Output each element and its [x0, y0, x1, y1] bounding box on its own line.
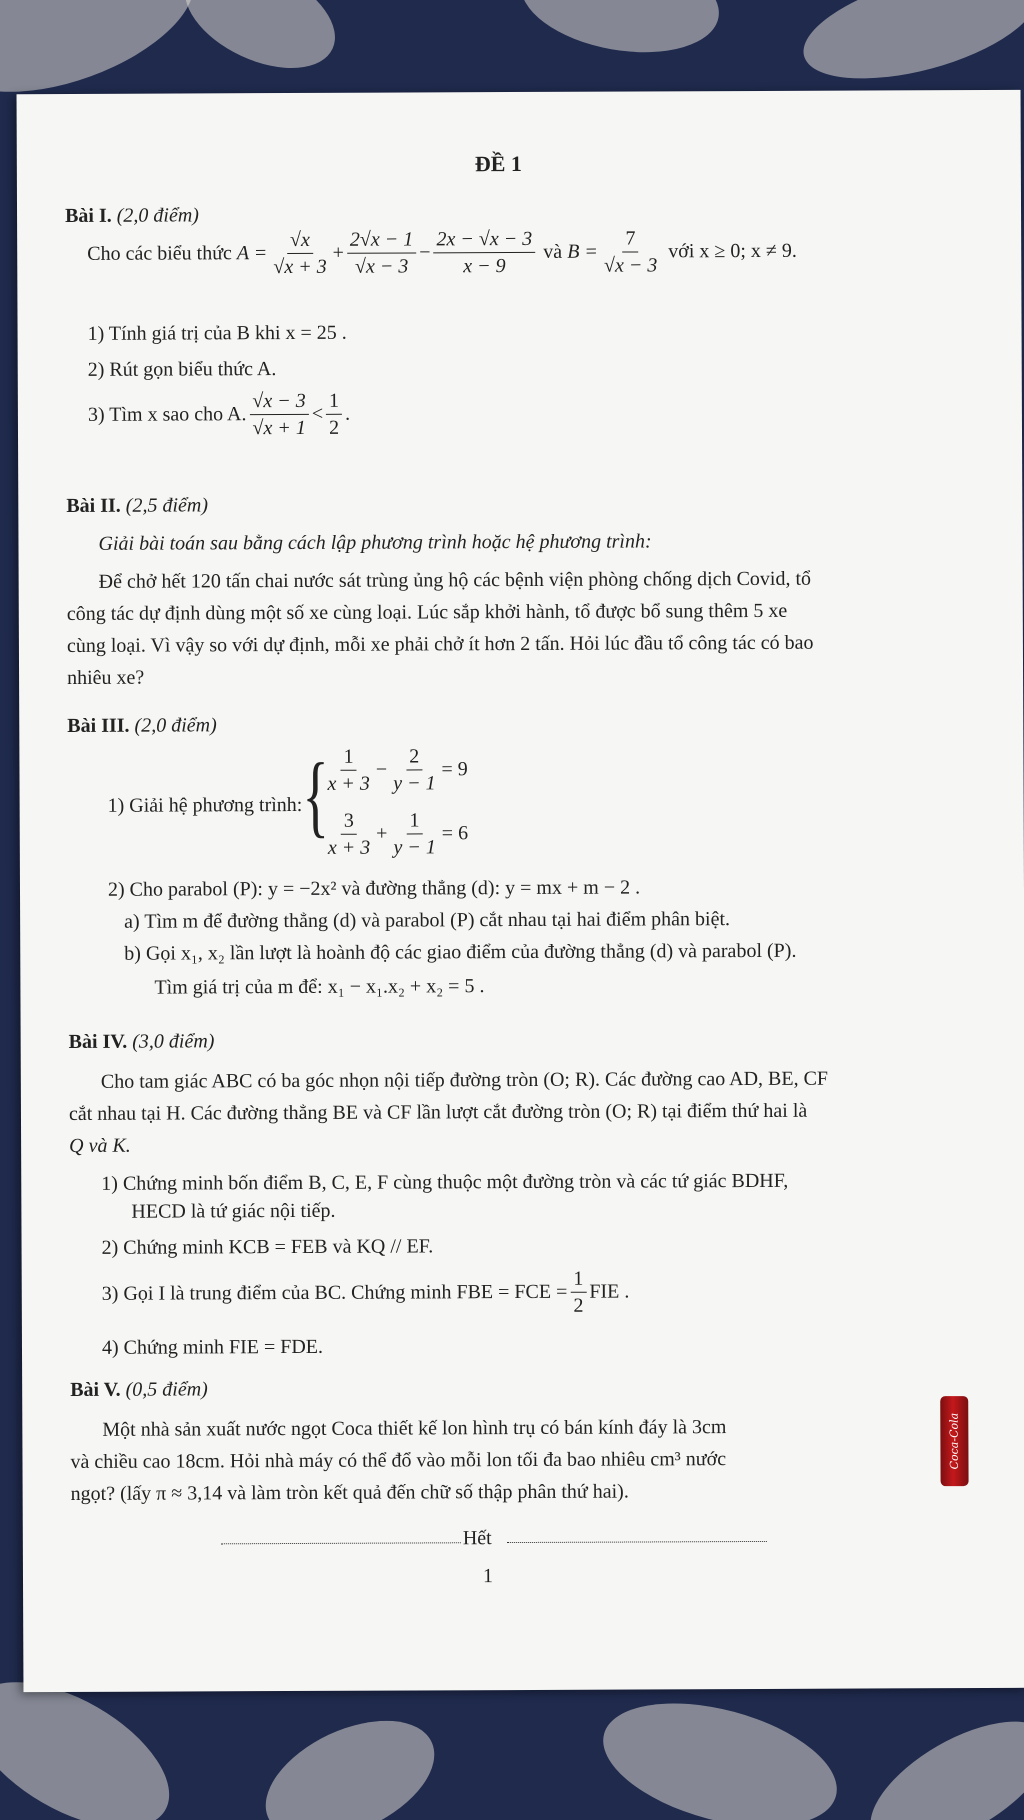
- fraction: $\frac{1}{2}$: [326, 387, 342, 440]
- bai1-expressions: Cho các biểu thức A = $\frac{√x}{√x + 3}$ + $\frac{2√x - 1}{√x - 3}$ − $\frac{2x - √x - 3}{x - 9}$ và B = $\frac{7}{√x - 3}$ với x ≥ 0; x ≠ 9.: [87, 219, 797, 286]
- bai4-q2: 2) Chứng minh KCB = FEB và KQ // EF.: [101, 1235, 434, 1259]
- bai2-line2: công tác dự định dùng một số xe cùng loại. Lúc sắp khởi hành, tổ được bổ sung thêm 5 xe: [66, 599, 788, 625]
- fraction: $\frac{√x - 3}{√x + 1}$: [249, 387, 309, 440]
- bai5-line1: Một nhà sản xuất nước ngọt Coca thiết kế lon hình trụ có bán kính đáy là 3cm: [102, 1416, 727, 1441]
- bai4-q1b: HECD là tứ giác nội tiếp.: [131, 1199, 336, 1223]
- page-title: ĐỀ 1: [474, 150, 522, 177]
- bai2-heading: Bài II. (2,5 điểm): [66, 494, 209, 517]
- bai4-q4: 4) Chứng minh FIE = FDE.: [101, 1335, 324, 1359]
- bai4-q3: 3) Gọi I là trung điểm của BC. Chứng minh FBE = FCE = $\frac{1}{2}$ FIE .: [102, 1264, 630, 1322]
- bai4-line1: Cho tam giác ABC có ba góc nhọn nội tiếp đường tròn (O; R). Các đường cao AD, BE, CF: [100, 1067, 829, 1093]
- bai1-heading: Bài I. (2,0 điểm): [65, 204, 199, 227]
- bai2-line1: Để chở hết 120 tấn chai nước sát trùng ủng hộ các bệnh viện phòng chống dịch Covid, tổ: [98, 567, 812, 593]
- end-label: Hết: [462, 1527, 492, 1550]
- bai1-q1: 1) Tính giá trị của B khi x = 25 .: [87, 321, 347, 345]
- bai5-line3: ngọt? (lấy π ≈ 3,14 và làm tròn kết quả đến chữ số thập phân thứ hai).: [70, 1480, 629, 1505]
- dotted-line-right: [507, 1541, 767, 1543]
- fraction: $\frac{2√x - 1}{√x - 3}$: [347, 226, 417, 279]
- bai5-line2: và chiều cao 18cm. Hỏi nhà máy có thể đổ vào mỗi lon tối đa bao nhiêu cm³ nước: [70, 1448, 727, 1473]
- bai2-instruction: Giải bài toán sau bằng cách lập phương trình hoặc hệ phương trình:: [98, 530, 652, 555]
- bai3-qb2: Tìm giá trị của m để: x₁ − x₁.x₂ + x₂ = 5 .: [154, 975, 485, 999]
- dotted-line-left: [221, 1542, 461, 1544]
- bai5-heading: Bài V. (0,5 điểm): [70, 1378, 208, 1401]
- coca-can-image: Coca-Cola: [940, 1396, 968, 1486]
- system-eq1: $\frac{1}{x + 3}$ − $\frac{2}{y - 1}$ = 9: [321, 740, 468, 799]
- bai2-line4: nhiêu xe?: [67, 666, 145, 689]
- fraction: $\frac{√x}{√x + 3}$: [270, 226, 330, 279]
- bai2-line3: cùng loại. Vì vậy so với dự định, mỗi xe phải chở ít hơn 2 tấn. Hỏi lúc đầu tổ công tác có bao: [66, 631, 814, 657]
- bai3-q2: 2) Cho parabol (P): y = −2x² và đường thẳng (d): y = mx + m − 2 .: [107, 876, 641, 901]
- bai3-qa: a) Tìm m để đường thẳng (d) và parabol (P) cắt nhau tại hai điểm phân biệt.: [124, 908, 731, 933]
- bai3-q1: 1) Giải hệ phương trình:: [107, 793, 303, 817]
- fraction: $\frac{2x - √x - 3}{x - 9}$: [433, 225, 535, 278]
- bai4-line3: Q và K.: [69, 1134, 131, 1157]
- bai1-q2: 2) Rút gọn biểu thức A.: [87, 358, 277, 381]
- bai4-q1a: 1) Chứng minh bốn điểm B, C, E, F cùng thuộc một đường tròn và các tứ giác BDHF,: [101, 1169, 789, 1195]
- system-eq2: $\frac{3}{x + 3}$ + $\frac{1}{y - 1}$ = 6: [322, 804, 469, 863]
- exam-paper: [17, 90, 1024, 1692]
- bai4-line2: cắt nhau tại H. Các đường thẳng BE và CF lần lượt cắt đường tròn (O; R) tại điểm thứ hai là: [68, 1099, 808, 1125]
- bai3-heading: Bài III. (2,0 điểm): [67, 714, 217, 737]
- system-brace: {: [302, 743, 330, 846]
- page-number: 1: [482, 1565, 494, 1588]
- bai3-qb: b) Gọi x₁, x₂ lần lượt là hoành độ các giao điểm của đường thẳng (d) và parabol (P).: [124, 939, 797, 965]
- bai4-heading: Bài IV. (3,0 điểm): [68, 1030, 215, 1053]
- bai1-q3: 3) Tìm x sao cho A. $\frac{√x - 3}{√x + 1}$ < $\frac{1}{2}$ .: [88, 383, 350, 446]
- fraction: $\frac{7}{√x - 3}$: [601, 225, 661, 278]
